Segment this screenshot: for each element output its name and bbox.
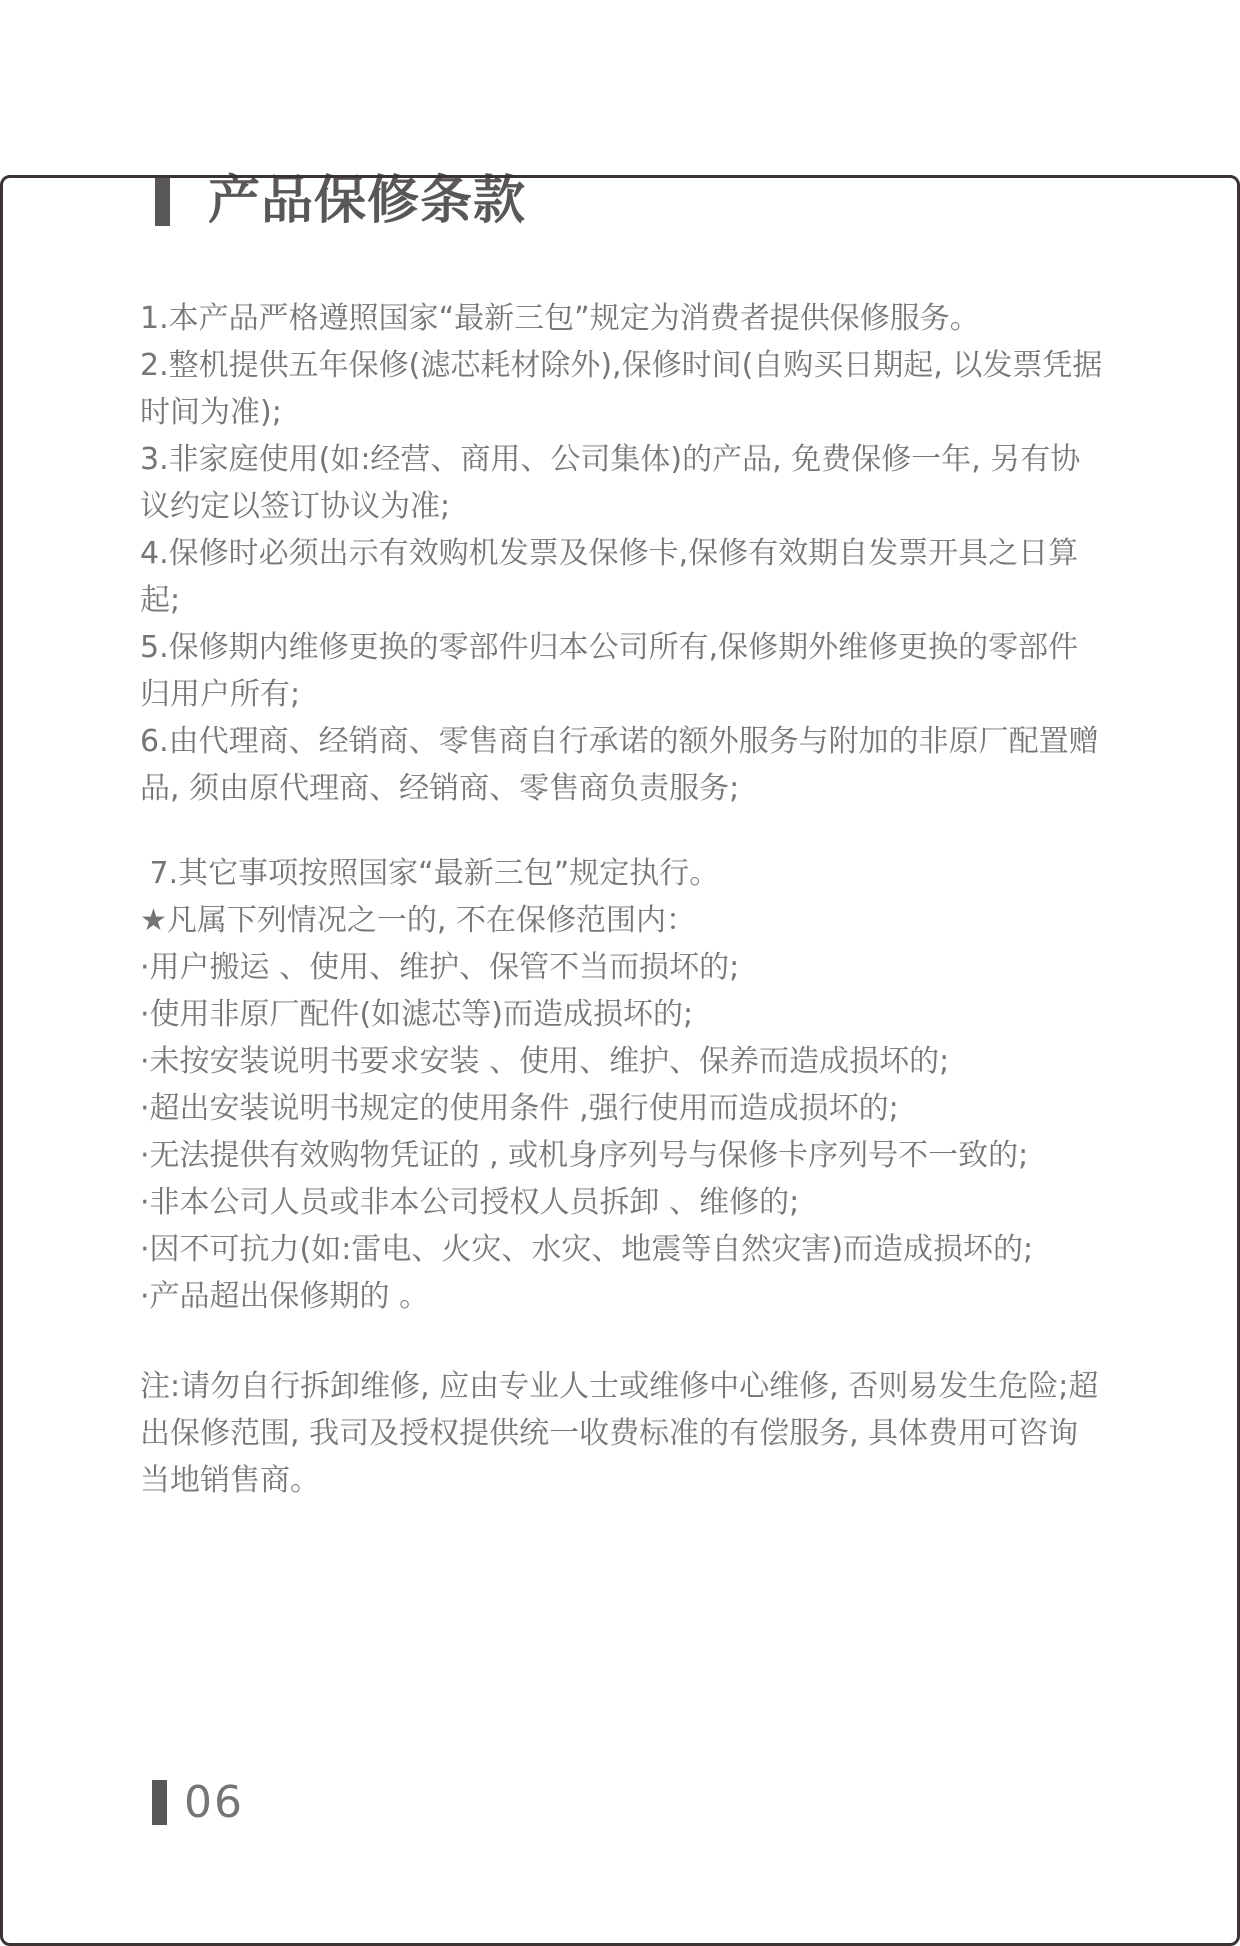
warranty-term-4: 4.保修时必须出示有效购机发票及保修卡,保修有效期自发票开具之日算起;	[140, 536, 1079, 618]
exclusions-heading: ★凡属下列情况之一的, 不在保修范围内：	[140, 903, 696, 938]
warranty-term-7: 7.其它事项按照国家“最新三包”规定执行。	[140, 856, 720, 891]
warranty-term-1: 1.本产品严格遵照国家“最新三包”规定为消费者提供保修服务。	[140, 301, 980, 336]
warranty-term-5: 5.保修期内维修更换的零部件归本公司所有,保修期外维修更换的零部件归用户所有;	[140, 630, 1079, 712]
exclusion-item-5: ·无法提供有效购物凭证的 , 或机身序列号与保修卡序列号不一致的;	[140, 1138, 1029, 1173]
exclusion-item-1: ·用户搬运 、使用、维护、保管不当而损坏的;	[140, 950, 740, 985]
exclusion-item-2: ·使用非原厂配件(如滤芯等)而造成损坏的;	[140, 997, 694, 1032]
exclusion-item-8: ·产品超出保修期的 。	[140, 1279, 430, 1314]
page-number: 06	[184, 1777, 244, 1828]
title-accent-bar-icon	[155, 176, 170, 226]
exclusion-item-3: ·未按安装说明书要求安装 、使用、维护、保养而造成损坏的;	[140, 1044, 950, 1079]
exclusion-item-7: ·因不可抗力(如:雷电、火灾、水灾、地震等自然灾害)而造成损坏的;	[140, 1232, 1034, 1267]
manual-page	[0, 171, 1240, 1946]
exclusion-item-6: ·非本公司人员或非本公司授权人员拆卸 、维修的;	[140, 1185, 800, 1220]
footer-accent-bar-icon	[152, 1780, 167, 1825]
warranty-term-6: 6.由代理商、经销商、零售商自行承诺的额外服务与附加的非原厂配置赠品, 须由原代理商、经销商、零售商负责服务;	[140, 724, 1099, 806]
page-title: 产品保修条款	[208, 171, 527, 231]
title-row	[155, 171, 1240, 231]
warranty-terms-section	[140, 295, 1108, 1504]
warranty-term-2: 2.整机提供五年保修(滤芯耗材除外),保修时间(自购买日期起, 以发票凭据时间为准);	[140, 348, 1103, 430]
page-footer	[152, 1777, 244, 1828]
warranty-term-3: 3.非家庭使用(如:经营、商用、公司集体)的产品, 免费保修一年, 另有协议约定以签订协议为准;	[140, 442, 1081, 524]
service-note: 注:请勿自行拆卸维修, 应由专业人士或维修中心维修, 否则易发生危险;超出保修范围, 我司及授权提供统一收费标准的有偿服务, 具体费用可咨询当地销售商。	[140, 1369, 1099, 1498]
exclusion-item-4: ·超出安装说明书规定的使用条件 ,强行使用而造成损坏的;	[140, 1091, 899, 1126]
